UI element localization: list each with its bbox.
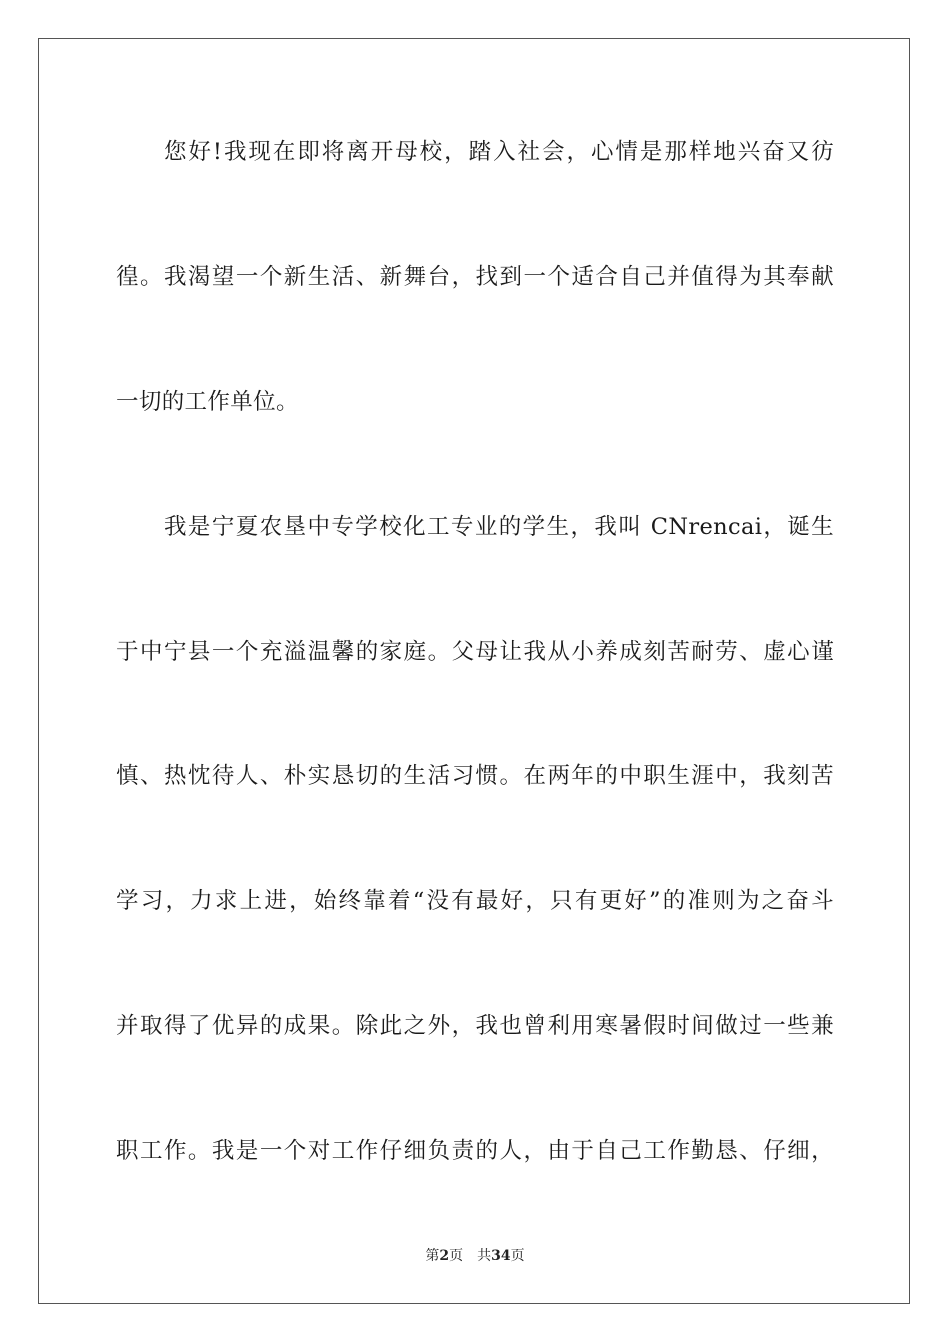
page-frame <box>38 38 910 1304</box>
footer-total-prefix: 共 <box>477 1248 492 1264</box>
paragraph-2-line-1: 我是宁夏农垦中专学校化工专业的学生，我叫 CNrencai，诞生 <box>164 514 834 540</box>
paragraph-2-line-5: 并取得了优异的成果。除此之外，我也曾利用寒暑假时间做过一些兼 <box>116 1013 834 1039</box>
footer-page-suffix: 页 <box>449 1248 464 1264</box>
paragraph-2-line-6: 职工作。我是一个对工作仔细负责的人，由于自己工作勤恳、仔细， <box>116 1138 834 1164</box>
page-footer <box>0 1247 950 1265</box>
paragraph-1-line-3: 一切的工作单位。 <box>116 389 299 415</box>
footer-total-pages: 34 <box>491 1248 511 1264</box>
footer-total-suffix: 页 <box>510 1248 525 1264</box>
paragraph-2-line-2: 于中宁县一个充溢温馨的家庭。父母让我从小养成刻苦耐劳、虚心谨 <box>116 639 834 665</box>
paragraph-1-line-1: 您好!我现在即将离开母校，踏入社会，心情是那样地兴奋又彷 <box>164 139 834 165</box>
footer-page-prefix: 第 <box>425 1248 440 1264</box>
paragraph-2-line-3: 慎、热忱待人、朴实恳切的生活习惯。在两年的中职生涯中，我刻苦 <box>116 763 834 789</box>
paragraph-1-line-2: 徨。我渴望一个新生活、新舞台，找到一个适合自己并值得为其奉献 <box>116 264 834 290</box>
paragraph-2-line-4: 学习，力求上进，始终靠着“没有最好，只有更好”的准则为之奋斗 <box>116 888 834 914</box>
footer-page-number: 2 <box>439 1248 450 1264</box>
